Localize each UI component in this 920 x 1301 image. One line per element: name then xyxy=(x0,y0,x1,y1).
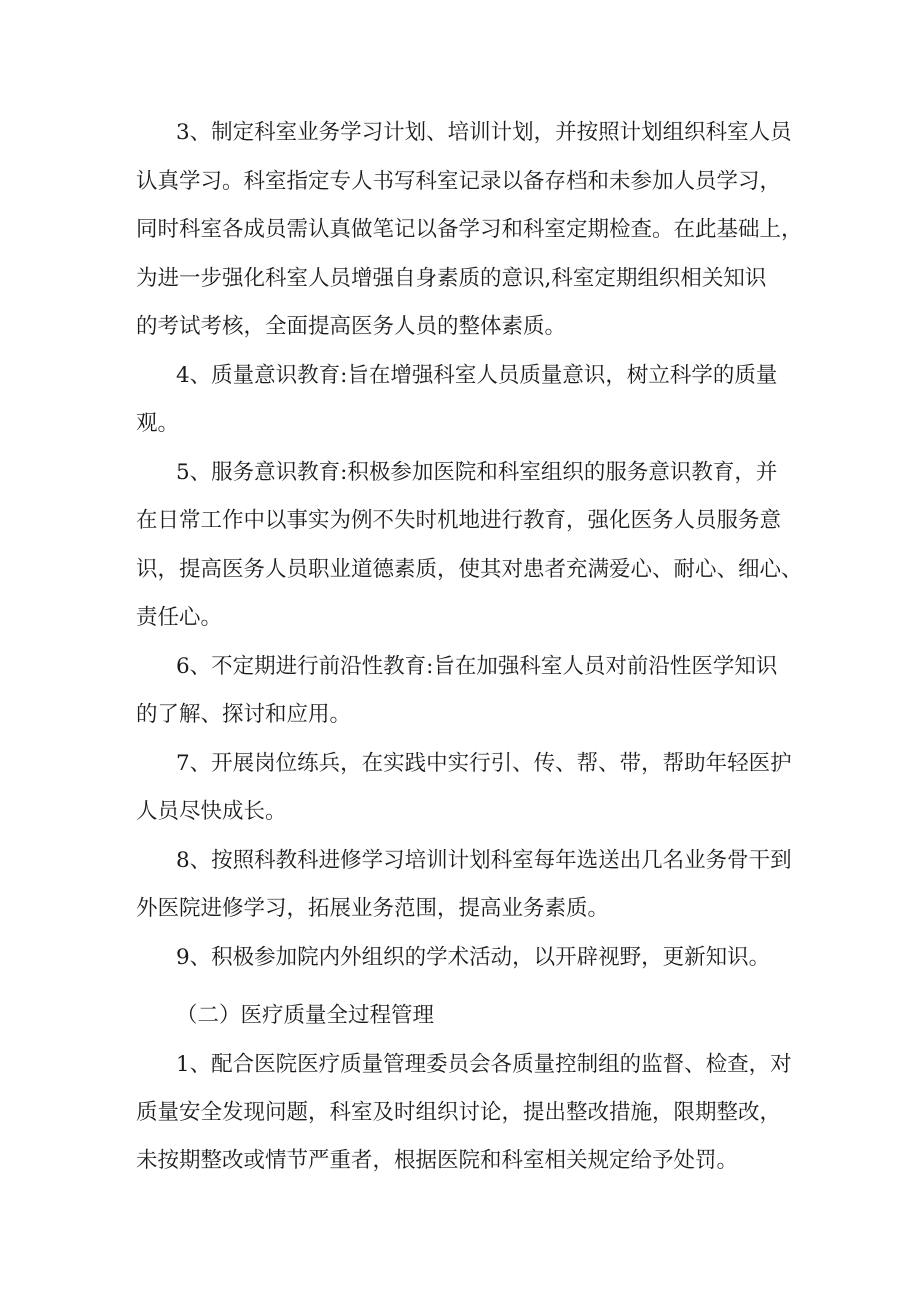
text-line: 8、按照科教科进修学习培训计划科室每年选送出几名业务骨干到 xyxy=(176,848,792,873)
text-line: 人员尽快成长。 xyxy=(136,799,287,824)
text-line: 未按期整改或情节严重者，根据医院和科室相关规定给予处罚。 xyxy=(136,1148,739,1173)
text-line: 5、服务意识教育:积极参加医院和科室组织的服务意识教育，并 xyxy=(176,460,778,485)
text-line: 认真学习。科室指定专人书写科室记录以备存档和未参加人员学习， xyxy=(136,169,782,194)
text-line: 识，提高医务人员职业道德素质，使其对患者充满爱心、耐心、细心、 xyxy=(136,557,803,582)
text-line: 为进一步强化科室人员增强自身素质的意识,科室定期组织相关知识 xyxy=(136,266,767,291)
text-line: 观。 xyxy=(136,411,180,436)
text-line: 的了解、探讨和应用。 xyxy=(136,702,352,727)
text-line: 6、不定期进行前沿性教育:旨在加强科室人员对前沿性医学知识 xyxy=(176,654,778,679)
text-line: 同时科室各成员需认真做笔记以备学习和科室定期检查。在此基础上， xyxy=(136,217,803,242)
text-line: 1、配合医院医疗质量管理委员会各质量控制组的监督、检查，对 xyxy=(176,1052,792,1077)
text-line: 责任心。 xyxy=(136,605,223,630)
text-line: 在日常工作中以事实为例不失时机地进行教育，强化医务人员服务意 xyxy=(136,508,782,533)
text-line: 4、质量意识教育:旨在增强科室人员质量意识，树立科学的质量 xyxy=(176,363,778,388)
text-line: 质量安全发现问题，科室及时组织讨论，提出整改措施，限期整改， xyxy=(136,1100,782,1125)
text-line: 9、积极参加院内外组织的学术活动，以开辟视野，更新知识。 xyxy=(176,945,771,970)
section-heading: （二）医疗质量全过程管理 xyxy=(176,1003,435,1028)
text-line: 3、制定科室业务学习计划、培训计划，并按照计划组织科室人员 xyxy=(176,120,792,145)
text-line: 7、开展岗位练兵，在实践中实行引、传、帮、带，帮助年轻医护 xyxy=(176,751,792,776)
text-line: 外医院进修学习，拓展业务范围，提高业务素质。 xyxy=(136,896,610,921)
text-line: 的考试考核，全面提高医务人员的整体素质。 xyxy=(136,314,567,339)
